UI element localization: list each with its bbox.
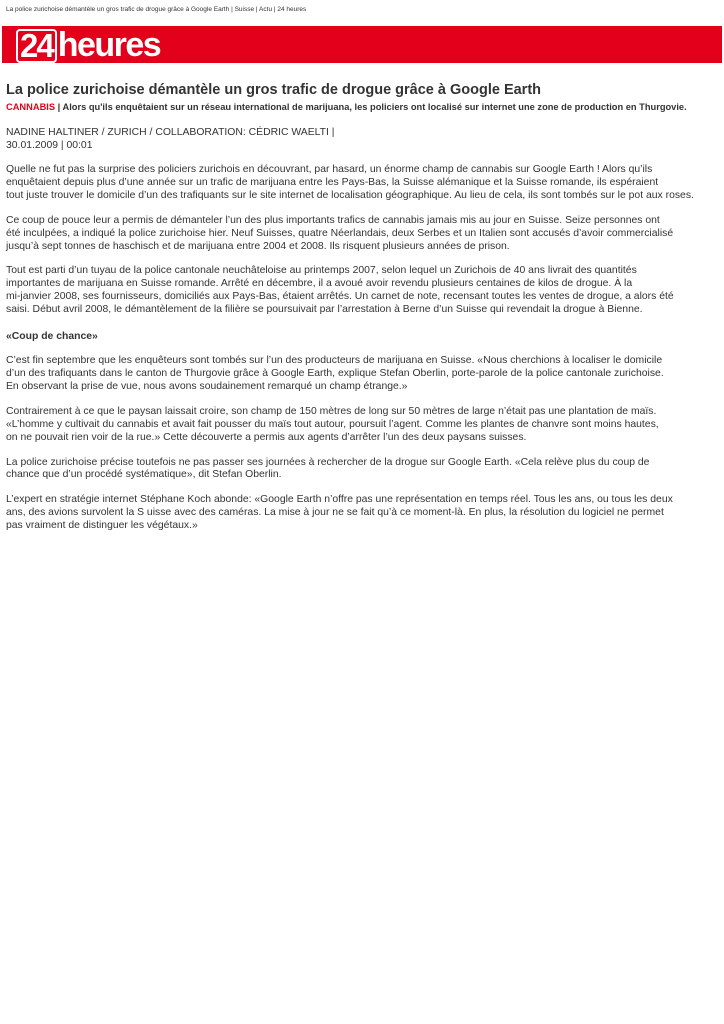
page-header-title: La police zurichoise démantèle un gros trafic de drogue grâce à Google Earth | Suisse | Actu | 24 heures [6,6,307,13]
paragraph-line: pas vraiment de distinguer les végétaux.» [6,520,198,532]
paragraph-line: Ce coup de pouce leur a permis de démanteler l’un des plus importants trafics de cannabis jamais mis au jour en Suisse. Seize personnes ont [6,214,660,226]
paragraph-line: «L’homme y cultivait du cannabis et avait fait pousser du maïs tout autour, poursuit l’agent. Comme les plantes de chanvre sont moins hautes, [6,418,659,430]
paragraph-line: importantes de marijuana en Suisse romande. Arrêté en décembre, il a avoué avoir revendu plusieurs centaines de kilos de drogue. À la [6,278,633,290]
article-paragraph [6,215,718,254]
dateline: 30.01.2009 | 00:01 [6,140,93,151]
paragraph-line: on ne pouvait rien voir de la rue.» Cette découverte a permis aux agents d’arrêter l’un des deux paysans suisses. [6,431,527,443]
paragraph-line: tout juste trouver le domicile d’un des trafiquants sur le site internet de localisation géographique. Au lieu de cela, ils sont tombés sur le pot aux roses. [6,189,694,201]
paragraph-line: C’est fin septembre que les enquêteurs sont tombés sur l’un des producteurs de marijuana en Suisse. «Nous cherchions à localiser le domicile [6,355,663,367]
paragraph-line: En observant la prise de vue, nous avons soudainement remarqué un champ étrange.» [6,380,408,392]
paragraph-line: L’expert en stratégie internet Stéphane Koch abonde: «Google Earth n’offre pas une représentation en temps réel. Tous les ans, ou tous les deux [6,494,673,506]
article-subhead: «Coup de chance» [6,331,98,343]
article-lead [6,101,718,113]
article-paragraph [6,494,718,533]
article-paragraph [6,164,718,203]
article-body [6,164,718,317]
article-title: La police zurichoise démantèle un gros trafic de drogue grâce à Google Earth [6,82,542,98]
article-paragraph [6,265,718,317]
article-paragraph [6,355,718,394]
paragraph-line: jusqu’à sept tonnes de haschisch et de marijuana entre 2004 et 2008. Ils risquent plusieurs années de prison. [6,240,510,252]
paragraph-line: Tout est parti d’un tuyau de la police cantonale neuchâteloise au printemps 2007, selon lequel un Zurichois de 40 ans livrait des quantités [6,265,637,277]
article [6,82,718,533]
paragraph-line: Quelle ne fut pas la surprise des policiers zurichois en découvrant, par hasard, un énorme champ de cannabis sur Google Earth ! Alors qu’ils [6,164,653,175]
paragraph-line: été inculpées, a indiqué la police zurichoise hier. Neuf Suisses, quatre Néerlandais, deux Serbes et un Italien sont accusés d’avoir commercialisé [6,227,674,239]
paragraph-line: chance que d’un procédé systématique», dit Stefan Oberlin. [6,469,282,481]
logo-word: heures [57,25,161,64]
paragraph-line: Contrairement à ce que le paysan laissait croire, son champ de 150 mètres de long sur 50 mètres de large n’était pas une plantation de maïs. [6,405,657,417]
article-paragraph [6,406,718,445]
site-logo[interactable] [16,26,160,63]
paragraph-line: saisi. Début avril 2008, le démantèlement de la filière se poursuivait par l’arrestation à Berne d’un Suisse qui revendait la drogue à Bienne. [6,304,643,316]
lead-text: | Alors qu'ils enquêtaient sur un réseau international de marijuana, les policiers ont localisé sur internet une zone de production en Thurgovie. [55,102,687,112]
article-body-continued [6,355,718,533]
rubric-label[interactable]: CANNABIS [6,102,56,112]
logo-number: 24 [16,29,57,63]
byline [6,126,718,152]
paragraph-line: mi-janvier 2008, ses fournisseurs, domiciliés aux Pays-Bas, étaient arrêtés. Un carnet de note, recensant toutes les ventes de drogue, a alors été [6,291,674,303]
paragraph-line: La police zurichoise précise toutefois ne pas passer ses journées à rechercher de la drogue sur Google Earth. «Cela relève plus du coup de [6,456,650,468]
article-paragraph [6,457,718,483]
author-line: NADINE HALTINER / ZURICH / COLLABORATION: CÉDRIC WAELTI | [6,127,335,138]
paragraph-line: ans, des avions survolent la S uisse avec des caméras. La mise à jour ne se fait qu’à ce moment-là. En plus, la résolution du logiciel ne permet [6,507,664,519]
paragraph-line: d’un des trafiquants dans le canton de Thurgovie grâce à Google Earth, explique Stefan Oberlin, porte-parole de la police cantonale zurichoise. [6,367,664,379]
paragraph-line: enquêtaient depuis plus d’une année sur un trafic de marijuana entre les Pays-Bas, la Suisse alémanique et la Suisse romande, ils espéraient [6,176,659,188]
masthead-banner [2,26,722,63]
